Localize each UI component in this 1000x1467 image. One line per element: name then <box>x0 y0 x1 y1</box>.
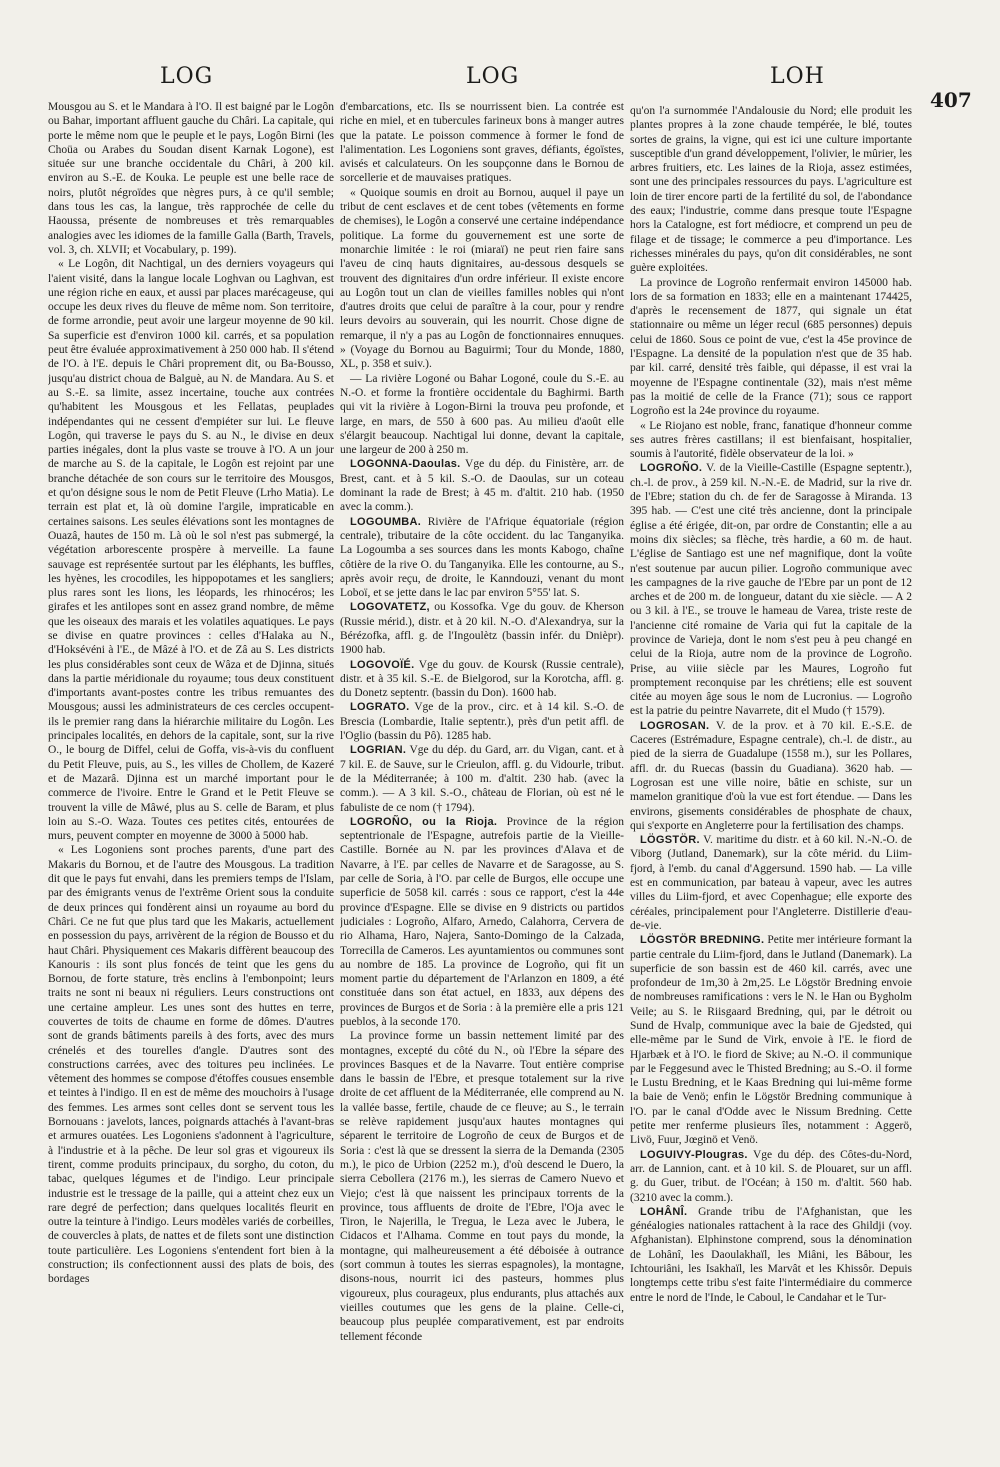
entry-text: Vge du dép. des Côtes-du-Nord, arr. de Lannion, cant. et à 10 kil. S. de Plouaret, sur un affl. g. du Guer, tribut. de l'Océan; à 150 m. d'altit. 560 hab. (3210 avec la comm.). <box>630 1148 912 1204</box>
entry-headword: LOGROÑO. <box>640 462 703 475</box>
entry-text: Vge du gouv. de Koursk (Russie centrale), distr. et à 35 kil. S.-E. de Bielgorod, sur la Korotcha, affl. g. du Donetz septentr. (bassin du Don). 1600 hab. <box>340 658 624 700</box>
entry-headword: LOHÂNÎ. <box>640 1205 688 1218</box>
dictionary-entry <box>630 1205 912 1305</box>
entry-headword: LOGROÑO, ou la Rioja. <box>350 815 498 828</box>
dictionary-entry <box>630 461 912 718</box>
dictionary-entry <box>340 515 624 601</box>
entry-headword: LÖGSTÖR BREDNING. <box>640 934 765 947</box>
running-header-right: LOH <box>770 64 825 89</box>
entry-headword: LOGOVATETZ, <box>350 601 430 614</box>
running-header-left: LOG <box>160 64 214 89</box>
entry-text: « Le Riojano est noble, franc, fanatique d'honneur comme ses autres frères castillans; il est bienfaisant, hospitalier, soumis à l'autorité, fidèle observateur de la loi. » <box>630 419 912 461</box>
dictionary-entry <box>340 600 624 657</box>
page-number: 407 <box>930 88 972 112</box>
paragraph <box>630 104 912 276</box>
entry-headword: LOGROSAN. <box>640 719 710 732</box>
paragraph <box>340 1029 624 1344</box>
entry-headword: LÖGSTÖR. <box>640 834 700 847</box>
text-column-3 <box>630 104 912 1464</box>
paragraph <box>340 372 624 458</box>
text-column-1 <box>48 100 334 1460</box>
paragraph <box>48 257 334 843</box>
entry-text: Vge du dép. du Finistère, arr. de Brest, cant. et à 5 kil. S.-O. de Daoulas, sur un coteau dominant la rade de Brest; à 45 m. d'altit. 210 hab. (1950 avec la comm.). <box>340 458 624 514</box>
entry-text: Vge de la prov., circ. et à 14 kil. S.-O. de Brescia (Lombardie, Italie septentr.), près d'un petit affl. de l'Oglio (bassin du Pô). 1285 hab. <box>340 701 624 743</box>
entry-headword: LOGOUMBA. <box>350 515 422 528</box>
entry-text: Vge du dép. du Gard, arr. du Vigan, cant. et à 7 kil. E. de Sauve, sur le Crieulon, affl. g. du Vidourle, tribut. de la Méditerranée; à 100 m. d'altit. 230 hab. (avec la comm.). — A 3 kil. S.-O., château de Florian, où est né le fabuliste de ce nom († 1794). <box>340 744 624 814</box>
entry-text: « Le Logôn, dit Nachtigal, un des derniers voyageurs qui l'aient visité, dans la langue locale Loghvan ou Laghvan, est une région riche en eaux, et aussi par places marécageuse, qui occupe les deux rives du fleuve de même nom. Son territoire, de forme arrondie, peut avoir une largeur moyenne de 90 kil. Sa superficie est d'environ 1000 kil. carrés, et sa population peut être évaluée approximativement à 250 000 hab. Il s'étend de l'O. à l'E. depuis le Châri proprement dit, ou Ba-Bousso, jusqu'au district chouа de Balguè, au N. de Mandara. Au S. et au S.-E. sa limite, assez incertaine, touche aux contrées qu'habitent les Mousgous et les Fellatas, peuplades indépendantes qui ne cessent d'empiéter sur lui. Le fleuve Logôn, qui traverse le pays du S. au N., le divise en deux parties inégales, dont la plus vaste se trouve à l'O. A un jour de marche au S. de la capitale, le Logôn est rejoint par une branche détachée de son cours sur le territoire des Mousgos, et qu'on désigne sous le nom de Petit Fleuve (Lrho Matia). Le terrain est plat et, là où domine l'argile, impraticable en certaines saisons. Les seules élévations sont les montagnes de Ouazâ, hautes de 150 m. Là où le sol n'est pas submergé, la végétation arborescente prospère à merveille. La faune sauvage est représentée surtout par les éléphants, les buffles, les hyènes, les crocodiles, les hippopotames et les sangliers; plus rares sont les lions, les léopards, les rhinocéros; les girafes et les antilopes sont en assez grand nombre, de même que les oiseaux des marais et les volatiles aquatiques. Le pays se divise en quatre provinces : celles d'Halaka au N., d'Hoksévéni à l'E., de Mâzé à l'O. et de Zâ au S. Les districts les plus considérables sont ceux de Wâza et de Djinna, situés dans la partie méridionale du royaume; tous deux constituent d'importants avant-postes contre les tribus remuantes des Mousgous; aussi les administrateurs de ces cercles occupent-ils le premier rang dans la hiérarchie militaire du Logôn. Les principales localités, en dehors de la capitale, sont, sur la rive O., le bourg de Diffel, celui de Goffa, vis-à-vis du confluent du Petit Fleuve, puis, au S., les villes de Chollem, de Kazeré et de Mazarâ. Djinna est un marché important pour le commerce de l'ivoire. Entre le Grand et le Petit Fleuve se trouvent la ville de Mâwé, plus au S. celle de Baram, et plus loin au S.-O. Waza. Toutes ces petites cités, entourées de murs, peuvent compter en moyenne de 3000 à 5000 hab. <box>48 258 334 843</box>
entry-headword: LOGRATO. <box>350 701 410 714</box>
dictionary-entry <box>630 1148 912 1205</box>
entry-text: « Les Logoniens sont proches parents, d'une part des Makaris du Bornou, et de l'autre des Mousgous. La tradition dit que le pays fut envahi, dans les premiers temps de l'Islam, par des émigrants venus de l'extrême Orient sous la conduite de deux princes qui fondèrent ainsi un royaume au bord du Châri. Ce ne fut que plus tard que les Makaris, actuellement en possession du pays, arrivèrent de la région de Bousso et du haut Châri. Physiquement ces Makaris diffèrent beaucoup des Kanouris : ils sont plus foncés de teint que les gens du Bornou, de forte stature, très enclins à l'embonpoint; leurs traits ne sont ni beaux ni réguliers. Leurs constructions ont une certaine ampleur. Les unes sont des huttes en terre, couvertes de toits de chaume en forme de dômes. D'autres sont de grands bâtiments pareils à des forts, avec des murs crénelés et des tourelles d'angle. D'autres sont des constructions carrées, avec des toitures peu inclinées. Le vêtement des hommes se compose d'étoffes cousues ensemble et teintes à l'indigo. Il en est de même des mouchoirs à l'usage des femmes. Les armes sont celles dont se servent tous les Bornouans : javelots, lances, poignards attachés à l'avant-bras et armures ouatées. Les Logoniens s'adonnent à l'agriculture, à l'industrie et à la pêche. De leur sol gras et vigoureux ils tirent, comme produits principaux, du sorgho, du coton, du tabac, quelques légumes et de l'indigo. Leur principale industrie est le tressage de la paille, qui a atteint chez eux un rare degré de perfection; dans quelques localités fleurit en outre la teinture à l'indigo. Leurs modèles variés de corbeilles, de couvercles à plats, de nattes et de filets sont une distinction toute particulière. Les Logoniens s'entendent fort bien à la construction; ils confectionnent aussi des plats de bois, des bordages <box>48 844 334 1286</box>
entry-headword: LOGRIAN. <box>350 744 407 757</box>
entry-text: « Quoique soumis en droit au Bornou, auquel il paye un tribut de cent esclaves et de cent tobes (vêtements en forme de chemises), le Logôn a conservé une certaine indépendance politique. La forme du gouvernement est une sorte de monarchie limitée : le roi (miaraï) ne peut rien faire sans l'aveu de cinq hauts dignitaires, au-dessous desquels se trouvent des dignitaires d'un ordre inférieur. Il existe encore au Logôn tout un clan de vieilles familles nobles qui n'ont d'autres droits que celui de paraître à la cour, pour y rendre leurs devoirs au souverain, qui les nourrit. Chose digne de remarque, il n'y a pas au Logôn de fonctionnaires ennuques. » (Voyage du Bornou au Baguirmi; Tour du Monde, 1880, XL, p. 358 et suiv.). <box>340 186 624 371</box>
dictionary-entry <box>630 933 912 1147</box>
entry-text: V. de la Vieille-Castille (Espagne septentr.), ch.-l. de prov., à 259 kil. N.-N.-E. de Madrid, sur la rive dr. de l'Ebre; station du ch. de fer de Saragosse à Miranda. 13 395 hab. — C'est une cité très ancienne, dont la principale église a été érigée, dit-on, par ordre de Constantin; elle a au moins dix siècles; sa flèche, très hardie, a 60 m. de haut. L'église de Santiago est une nef magnifique, dont la voûte n'est soutenue par aucun pilier. Logroño communique avec les campagnes de la rive gauche de l'Ebre par un pont de 12 arches et de 200 m. de longueur, datant du xie siècle. — A 2 ou 3 kil. à l'E., se trouve le hameau de Varea, triste reste de l'ancienne cité romaine de Varia qui fut la capitale de la province de Varieja, dont le nom s'est peu à peu changé en celui de la Rioja, autre nom de la province de Logroño. Prise, au viiie siècle par les Maures, Logroño fut promptement reconquise par les chrétiens; elle est souvent citée au moyen âge sous le nom de Lucronius. — Logroño est la patrie du peintre Navarrete, dit el Mudo († 1579). <box>630 462 912 718</box>
entry-text: — La rivière Logoné ou Bahar Logoné, coule du S.-E. au N.-O. et forme la frontière occidentale du Baghirmi. Barth qui vit la rivière à Logon-Birni la trouva peu profonde, et large, en mars, de 550 à 600 pas. Au milieu d'août elle s'élargit beaucoup. Nachtigal lui donne, devant la capitale, une largeur de 200 à 250 m. <box>340 372 624 457</box>
entry-headword: LOGONNA-Daoulas. <box>350 458 461 471</box>
paragraph <box>48 843 334 1286</box>
dictionary-entry <box>340 658 624 701</box>
dictionary-entry <box>340 457 624 514</box>
paragraph <box>630 276 912 419</box>
dictionary-entry <box>340 700 624 743</box>
entry-text: Grande tribu de l'Afghanistan, que les généalogies nationales rattachent à la race des Ghildji (voy. Afghanistan). Elphinstone comprend, sous la dénomination de Lohânî, les Daoulakhaïl, les Miâni, les Bâbour, les Ichtouriâni, les Isakhaïl, les Marvât et les Khissôr. Depuis longtemps cette tribu s'est faite l'intermédiaire du commerce entre le nord de l'Inde, le Caboul, le Candahar et le Tur- <box>630 1205 912 1304</box>
entry-headword: LOGOVOÏÉ. <box>350 658 415 671</box>
dictionary-entry <box>340 743 624 814</box>
dictionary-entry <box>630 833 912 933</box>
entry-text: La province de Logroño renfermait environ 145000 hab. lors de sa formation en 1833; elle en a maintenant 174425, d'après le recensement de 1877, qui signale un état stationnaire ou même un léger recul (685 personnes) depuis celui de 1860. Sous ce point de vue, c'est la 45e province de l'Espagne. La densité de la population n'est que de 35 hab. par kil. carré, densité très faible, qui dépasse, il est vrai la moyenne de l'Espagne continentale (32), mais n'est même pas la moitié de celle de la France (71); sous ce rapport Logroño est la 24e province du royaume. <box>630 276 912 418</box>
paragraph <box>48 100 334 257</box>
entry-text: d'embarcations, etc. Ils se nourrissent bien. La contrée est riche en miel, et en tubercules farineux bons à manger autres que la patate. Le poisson commence à former le fond de l'alimentation. Les Logoniens sont graves, défiants, égoïstes, avisés et calculateurs. On les soupçonne dans le Bornou de sorcellerie et de mauvaises pratiques. <box>340 101 624 185</box>
entry-text: Mousgou au S. et le Mandara à l'O. Il est baigné par le Logôn ou Bahar, important affluent gauche du Châri. La capitale, qui porte le même nom que le peuple et le pays, Logôn Birni (les Choüa ou Arabes du Soudan disent Karnak Logone), est située sur une branche occidentale du Châri, à 200 kil. environ au S.-E. de Kouka. Le peuple est une belle race de noirs, plutôt négroïdes que nègres purs, à ce qu'il semble; dans tous les cas, la langue, très rapprochée de celle du Haoussa, présente de nombreuses et très remarquables analogies avec les idiomes de la famille Galla (Barth, Travels, vol. 3, ch. XLVII; et Vocabulary, p. 199). <box>48 101 334 256</box>
entry-text: Province de la région septentrionale de l'Espagne, autrefois partie de la Vieille-Castille. Bornée au N. par les provinces d'Alava et de Navarre, à l'E. par celles de Navarre et de Saragosse, au S. par celle de Soria, à l'O. par celle de Burgos, elle occupe une superficie de 5058 kil. carrés : sous ce rapport, c'est la 44e province d'Espagne. Elle se divise en 9 districts ou partidos judiciales : Logroño, Alfaro, Arnedo, Calahorra, Cervera de rio Alhama, Haro, Najera, Santo-Domingo de la Calzada, Torrecilla de Cameros. Les ayuntamientos ou communes sont au nombre de 185. La province de Logroño, qui fit un moment partie du département de l'Arlanzon en 1809, a été constituée dans son état actuel, en 1833, aux dépens des provinces de Burgos et de Soria : à la première elle a pris 121 pueblos, à la seconde 170. <box>340 815 624 1028</box>
paragraph <box>340 100 624 186</box>
entry-text: La province forme un bassin nettement limité par des montagnes, excepté du côté du N., où l'Ebre la sépare des provinces Basques et de la Navarre. Tout entière comprise dans le bassin de l'Ebre, et presque totalement sur la rive droite de cet affluent de la Méditerranée, elle comprend au N. la vallée basse, fertile, chaude de ce fleuve; au S., le terrain se relève rapidement jusqu'aux hautes montagnes qui séparent le territoire de Logroño de ceux de Burgos et de Soria : c'est là que se dressent la sierra de la Demanda (2305 m.), le pico de Urbion (2252 m.), d'où descend le Duero, la sierra Cebollera (2176 m.), les sierras de Camero Nuevo et Viejo; c'est là que naissent les principaux torrents de la province, tous affluents de droite de l'Ebre, l'Oja avec le Tiron, le Najerilla, le Tregua, le Leza avec le Jubera, le Cidacos et l'Alhama. Comme en tout pays du monde, la montagne, qui malheureusement a été déboisée à outrance (sort commun à toutes les sierras espagnoles), la montagne, disons-nous, nourrit ici des pasteurs, hommes plus vigoureux, plus courageux, plus endurants, plus attachés aux vieilles coutumes que les gens de la plaine. Celle-ci, beaucoup plus peuplée comparativement, est par endroits tellement féconde <box>340 1030 624 1343</box>
text-column-2 <box>340 100 624 1460</box>
paragraph <box>340 186 624 372</box>
dictionary-entry <box>630 719 912 833</box>
running-header-center: LOG <box>466 64 520 89</box>
dictionary-entry <box>340 815 624 1029</box>
entry-text: Rivière de l'Afrique équatoriale (région centrale), tributaire de la côte occident. du lac Tanganyika. La Logoumba a ses sources dans les monts Kabogo, chaîne côtière de la rive O. du Tanganyika. Elle les contourne, au S., après avoir reçu, de droite, le Kanndouzi, venant du mont Loboï, et se jette dans le lac par environ 5°55' lat. S. <box>340 515 624 600</box>
entry-text: ou Kossofka. Vge du gouv. de Kherson (Russie mérid.), distr. et à 20 kil. N.-O. d'Alexandrya, sur la Bérézofka, affl. g. de l'Ingoulètz (bassin infér. du Dnièpr). 1900 hab. <box>340 601 624 657</box>
paragraph <box>630 419 912 462</box>
entry-headword: LOGUIVY-Plougras. <box>640 1148 748 1161</box>
entry-text: V. maritime du distr. et à 60 kil. N.-N.-O. de Viborg (Jutland, Danemark), sur la côte mérid. du Liim-fjord, à l'emb. du canal d'Aggersund. 1590 hab. — La ville est en communication, par bateau à vapeur, avec les autres villes du Liim-fjord, et avec Copenhague; elle exporte des céréales, principalement pour l'Angleterre. Distillerie d'eau-de-vie. <box>630 834 912 932</box>
entry-text: qu'on l'a surnommée l'Andalousie du Nord; elle produit les plantes propres à la zone chaude tempérée, le blé, toutes sortes de grains, la vigne, qui est ici une culture importante susceptible d'un grand développement, l'olivier, le mûrier, les arbres fruitiers, etc. Les laines de la Rioja, assez estimées, sont une des principales ressources du pays. L'agriculture est loin de tirer encore parti de la fertilité du sol, de l'abondance des eaux; l'industrie, comme dans presque toute l'Espagne hors la Catalogne, est fort médiocre, et comprend un peu de filage et de tissage; le commerce a peu d'importance. Les richesses minérales du pays, qu'on dit considérables, ne sont guère exploitées. <box>630 105 912 275</box>
entry-text: Petite mer intérieure formant la partie centrale du Liim-fjord, dans le Jutland (Danemark). La superficie de son bassin est de 460 kil. carrés, avec une profondeur de 1m,30 à 2m,25. Le Lögstör Bredning envoie de nombreuses ramifications : vers le N. le Han ou Bygholm Veile; au S. le Riisgaard Bredning, qui, par le détroit ou Sund de Hvalp, communique avec la baie de Gjedsted, qui elle-même par le Sund de Virk, envoie à l'E. le fiord de Hjarbæk et à l'O. le fiord de Skive; au N.-O. il communique par le Feggesund avec le Thisted Bredning; au S.-O. il forme le Lustu Bredning, et le Kaas Bredning qui lui-même forme la baie de Venö; enfin le Lögstör Bredning communique à l'O. par le canal d'Odde avec le Nissum Bredning. Cette petite mer renferme plusieurs îles, notamment : Aggerö, Livö, Fuur, Jœginö et Venö. <box>630 934 912 1147</box>
entry-text: V. de la prov. et à 70 kil. E.-S.E. de Caceres (Estrémadure, Espagne centrale), ch.-l. de distr., au pied de la sierra de Guadalupe (1558 m.), sur les Pollares, affl. dr. du Ruecas (bassin du Guadiana). 3620 hab. — Logrosan est une ville noire, bâtie en schiste, sur un mamelon granitique d'où la vue est fort étendue. — Dans les environs, gisements considérables de phosphate de chaux, qui s'exporte en Angleterre pour la fertilisation des champs. <box>630 719 912 832</box>
